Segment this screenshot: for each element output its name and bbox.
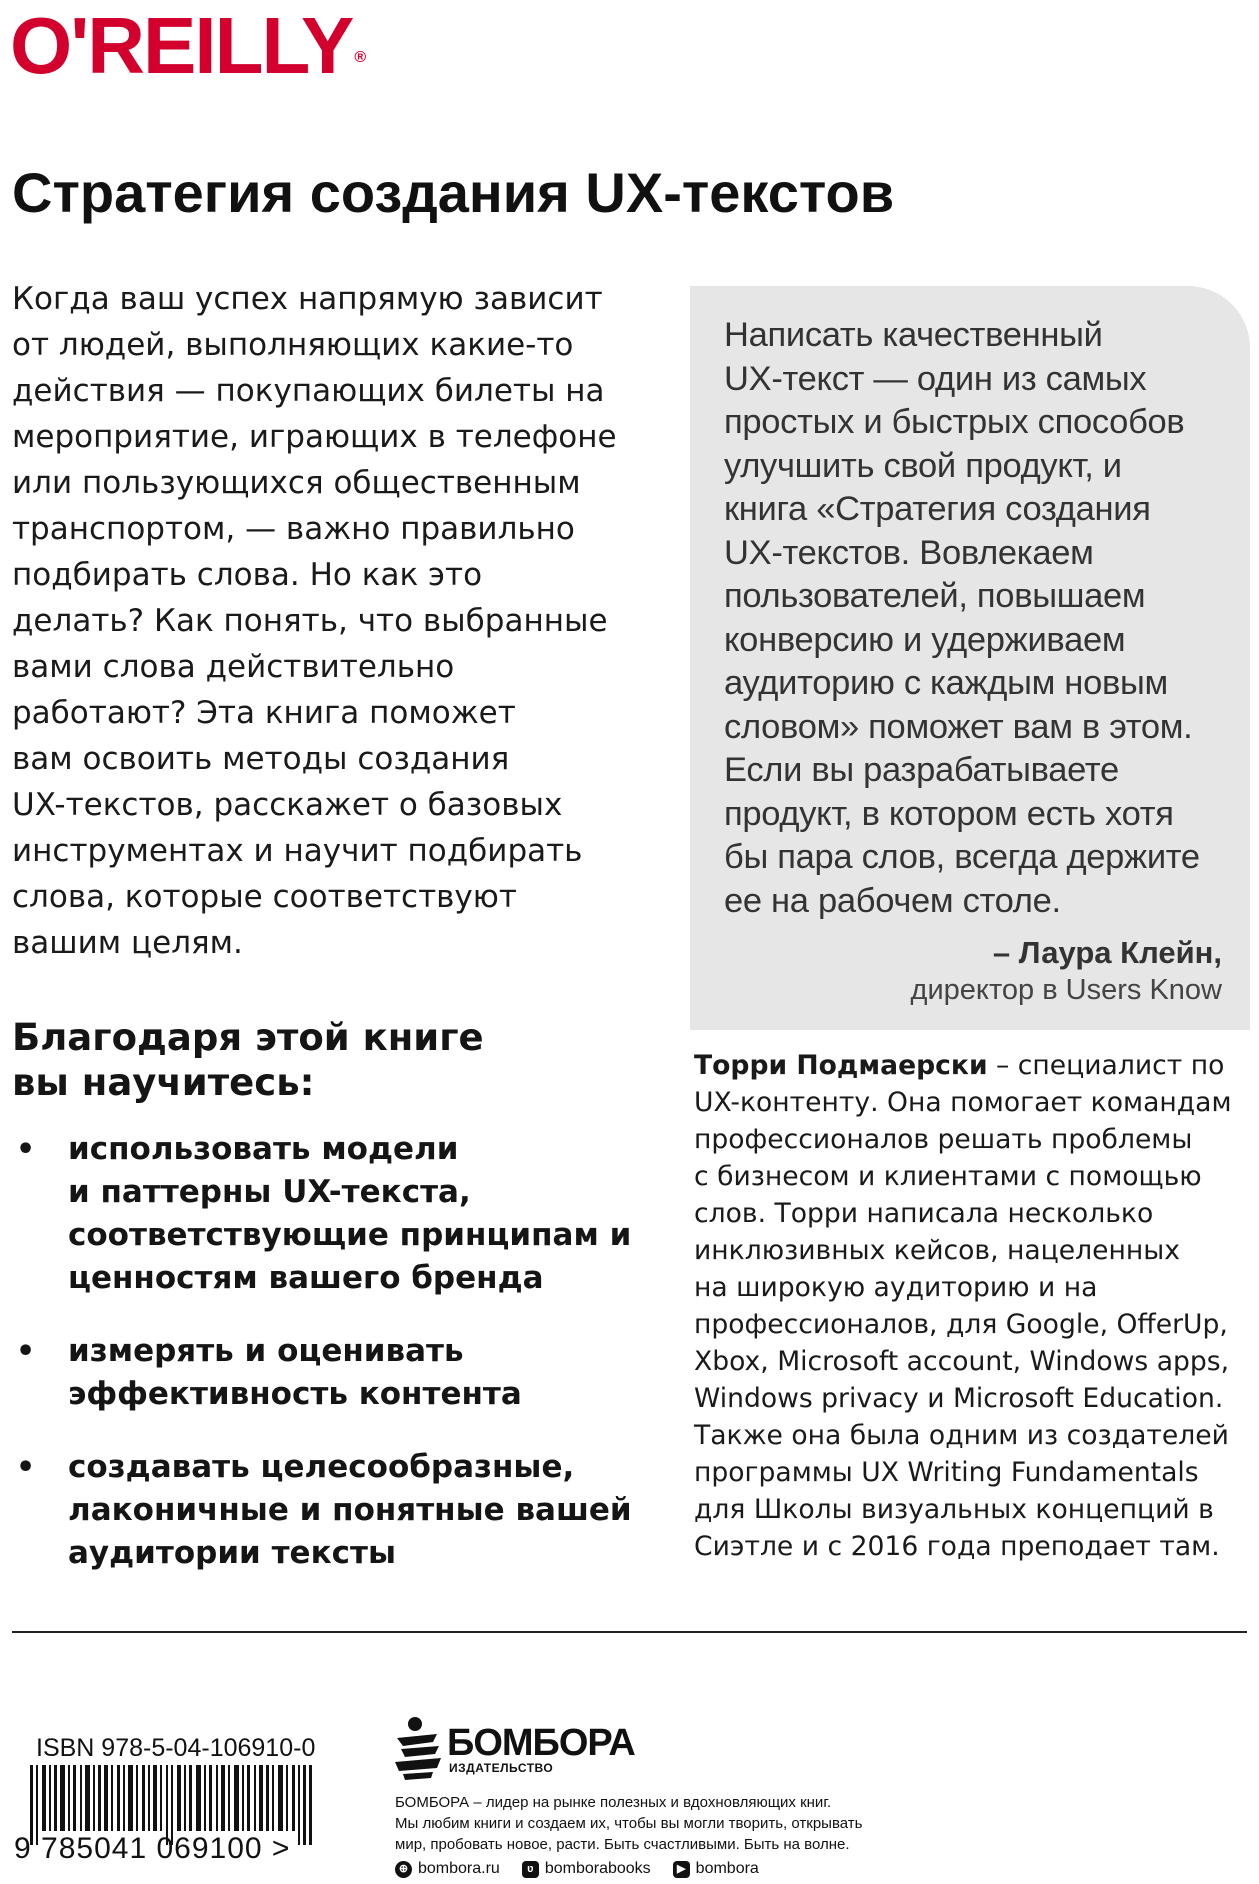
lead-line: UX-текстов, расскажет о базовых [12, 787, 563, 823]
quote-line: UX-текстов. Вовлекаем [724, 533, 1094, 572]
publisher-name: БОМБОРА [447, 1722, 635, 1764]
quote-box [690, 286, 1250, 1030]
learn-item-line: эффективность контента [68, 1376, 522, 1412]
lead-line: работают? Эта книга поможет [12, 695, 516, 731]
quote-line: UX-текст — один из самых [724, 359, 1147, 398]
lead-line: вам освоить методы создания [12, 741, 510, 777]
lead-line: подбирать слова. Но как это [12, 557, 483, 593]
learn-list-item [12, 1446, 652, 1575]
bio-line: Также она была одним из создателей [694, 1420, 1229, 1451]
lead-line: или пользующихся общественным [12, 465, 581, 501]
lead-line: делать? Как понять, что выбранные [12, 603, 608, 639]
bio-line: UX-контенту. Она помогает командам [694, 1087, 1232, 1118]
bio-line: профессионалов решать проблемы [694, 1124, 1193, 1155]
bio-line: слов. Торри написала несколько [694, 1198, 1154, 1229]
quote-author-role: директор в Users Know [910, 974, 1222, 1006]
quote-line: словом» поможет вам в этом. [724, 707, 1193, 746]
globe-icon: ⊕ [395, 1861, 412, 1878]
learn-heading-line: Благодаря этой книге [12, 1016, 484, 1059]
learn-item-line: использовать модели [68, 1131, 459, 1167]
bio-line: Windows privacy и Microsoft Education. [694, 1383, 1224, 1414]
publisher-description-line: Мы любим книги и создаем их, чтобы вы могли творить, открывать [395, 1815, 863, 1832]
author-name: Торри Подмаерски [694, 1050, 988, 1081]
bio-line: программы UX Writing Fundamentals [694, 1457, 1199, 1488]
social-link-video[interactable]: ▶ bombora [673, 1860, 759, 1878]
learn-list-item [12, 1128, 652, 1300]
book-title: Стратегия создания UX-текстов [12, 161, 895, 224]
publisher-description [395, 1792, 955, 1855]
bullet-icon: • [16, 1132, 36, 1167]
publisher-subtitle: ИЗДАТЕЛЬСТВО [449, 1761, 554, 1775]
divider [12, 1631, 1247, 1633]
lead-paragraph [12, 276, 652, 966]
lead-line: транспортом, — важно правильно [12, 511, 575, 547]
lead-line: вами слова действительно [12, 649, 455, 685]
learn-list-item [12, 1330, 652, 1416]
quote-line: простых и быстрых способов [724, 403, 1185, 441]
lead-line: вашим целям. [12, 925, 243, 961]
quote-text [724, 314, 1224, 923]
quote-line: улучшить свой продукт, и [724, 446, 1122, 485]
quote-line: конверсию и удерживаем [724, 620, 1126, 659]
learn-item-line: и паттерны UX-текста, [68, 1174, 471, 1210]
quote-author: – Лаура Клейн, [992, 935, 1222, 970]
lead-line: слова, которые соответствуют [12, 879, 517, 915]
bio-line: профессионалов, для Google, OfferUp, [694, 1309, 1228, 1340]
quote-line: продукт, в котором есть хотя [724, 794, 1174, 833]
learn-item-line: создавать целесообразные, [68, 1449, 575, 1485]
youtube-telegram-icon: ▶ [673, 1861, 690, 1878]
learn-item-line: соответствующие принципам и [68, 1217, 632, 1253]
lead-line: Когда ваш успех напрямую зависит [12, 281, 603, 317]
learn-item-line: лаконичные и понятные вашей [68, 1492, 632, 1528]
social-link-vk[interactable]: ʋ bomborabooks [522, 1860, 651, 1878]
publisher-description-line: БОМБОРА – лидер на рынке полезных и вдохновляющих книг. [395, 1794, 832, 1811]
quote-line: аудиторию с каждым новым [724, 664, 1168, 702]
learn-heading-line: вы научитесь: [12, 1061, 315, 1104]
social-link-site[interactable]: ⊕ bombora.ru [395, 1860, 500, 1878]
learn-item-line: ценностям вашего бренда [68, 1260, 544, 1296]
quote-line: пользователей, повышаем [724, 577, 1146, 615]
learn-list [12, 1128, 652, 1605]
bio-line: с бизнесом и клиентами с помощью [694, 1161, 1202, 1192]
bio-line: Торри Подмаерски – специалист по [694, 1050, 1225, 1081]
lead-line: действия — покупающих билеты на [12, 373, 605, 409]
bio-line: Xbox, Microsoft account, Windows apps, [694, 1346, 1230, 1377]
lead-line: мероприятие, играющих в телефоне [12, 419, 617, 455]
learn-heading [12, 1015, 632, 1105]
lead-line: от людей, выполняющих какие-то [12, 327, 574, 363]
barcode-digits: 9 785041 069100 > [14, 1832, 291, 1865]
lead-line: инструментах и научит подбирать [12, 833, 583, 869]
publisher-socials [395, 1860, 781, 1878]
bio-line: инклюзивных кейсов, нацеленных [694, 1235, 1180, 1266]
isbn-label: ISBN 978-5-04-106910-0 [36, 1734, 316, 1762]
bio-line: Сиэтле и с 2016 года преподает там. [694, 1531, 1220, 1562]
bio-line: для Школы визуальных концепций в [694, 1494, 1214, 1525]
bullet-icon: • [16, 1450, 36, 1485]
quote-line: ее на рабочем столе. [724, 881, 1061, 920]
learn-item-line: измерять и оценивать [68, 1333, 464, 1369]
vk-icon: ʋ [522, 1861, 539, 1878]
quote-line: бы пара слов, всегда держите [724, 838, 1200, 876]
quote-line: книга «Стратегия создания [724, 490, 1151, 528]
bio-line: на широкую аудиторию и на [694, 1272, 1098, 1303]
publisher-description-line: мир, пробовать новое, расти. Быть счастливыми. Быть на волне. [395, 1836, 850, 1853]
bullet-icon: • [16, 1334, 36, 1369]
quote-line: Написать качественный [724, 316, 1103, 354]
author-bio [694, 1047, 1259, 1565]
oreilly-logo: O'REILLY ® [10, 1, 367, 90]
quote-line: Если вы разрабатываете [724, 751, 1119, 789]
learn-item-line: аудитории тексты [68, 1535, 396, 1571]
